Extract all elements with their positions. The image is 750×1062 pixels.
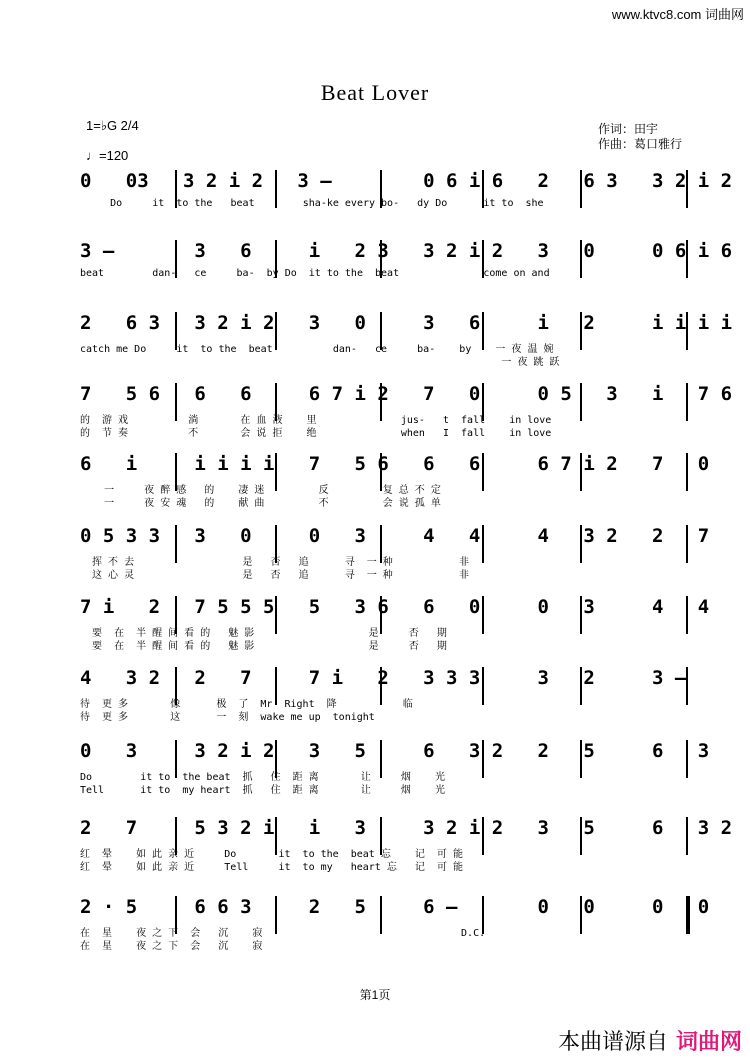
lyric-line-1: Do it to the beat 抓 住 距 离 让 烟 光	[80, 772, 446, 783]
site-watermark: www.ktvc8.com 词曲网	[611, 7, 744, 22]
notes-line: 3 – 3 6 i 2 3 3 2 i 2 3 0 0 6 i 6	[80, 240, 733, 262]
song-title: Beat Lover	[320, 80, 430, 105]
page-number: 第1页	[359, 988, 391, 1002]
notes-line: 7 5 6 6 6 6 7 i 2 7 0 0 5 3 i 7 6	[80, 383, 733, 405]
lyric-line-2: 的 节 奏 不 会 说 拒 绝 when I fall in love	[80, 428, 552, 439]
brand-text: 本曲谱源自	[557, 1029, 668, 1054]
key-signature: 1=♭G 2/4	[86, 118, 139, 133]
notes-line: 0 3 3 2 i 2 3 5 6 3 2 2 5 6 3	[80, 740, 710, 762]
lyric-line-1: 要 在 半 醒 间 看 的 魅 影 是 否 期	[80, 628, 447, 639]
lyric-line-1: catch me Do it to the beat dan- ce ba- by 一 夜 温 婉	[80, 344, 554, 355]
source-brand	[558, 1025, 742, 1056]
notes-line: 2 · 5 6 6 3 2 5 6 – 0 0 0 0	[80, 896, 710, 918]
notes-line: 4 3 2 2 7 7 i 2 3 3 3 3 2 3 –	[80, 667, 687, 689]
lyric-line-1: 一 夜 醉 感 的 凄 迷 反 复 总 不 定	[80, 485, 441, 496]
lyric-line-2: 一 夜 跳 跃	[80, 357, 560, 368]
lyric-line-2: 红 晕 如 此 亲 近 Tell it to my heart 忘 记 可 能	[80, 862, 463, 873]
tempo-marking: ♩=120	[86, 148, 129, 163]
lyric-line-2: 要 在 半 醒 间 看 的 魅 影 是 否 期	[80, 641, 447, 652]
lyric-line-1: beat dan- ce ba- by Do it to the beat come on and	[80, 268, 550, 279]
lyric-line-1: 的 游 戏 淌 在 血 液 里 jus- t fall in love	[80, 415, 552, 426]
lyric-line-2: 一 夜 安 魂 的 献 曲 不 会 说 孤 单	[80, 498, 441, 509]
lyric-line-2: Tell it to my heart 抓 住 距 离 让 烟 光	[80, 785, 446, 796]
lyric-line-1: 在 星 夜 之 下 会 沉 寂 D.C.	[80, 928, 486, 939]
notes-line: 6 i i i i i 7 5 6 6 6 6 7 i 2 7 0	[80, 453, 710, 475]
lyric-line-1: 待 更 多 像 极 了 Mr Right 降 临	[80, 699, 413, 710]
barline	[686, 667, 688, 705]
notes-line: 7 i 2 7 5 5 5 5 3 6 6 0 0 3 4 4	[80, 596, 710, 618]
notes-line: 0 03 3 2 i 2 3 – 0 6 i 6 2 6 3 3 2 i 2	[80, 170, 733, 192]
notes-line: 2 7 5 3 2 i i 3 3 2 i 2 3 5 6 3 2	[80, 817, 733, 839]
lyric-line-2: 在 星 夜 之 下 会 沉 寂	[80, 941, 263, 952]
lyricist: 作词：田宇	[598, 122, 659, 136]
lyric-line-2: 待 更 多 这 一 刻 wake me up tonight	[80, 712, 375, 723]
notes-line: 2 6 3 3 2 i 2 3 0 3 6 i 2 i i i i	[80, 312, 733, 334]
lyric-line-2: 这 心 灵 是 否 追 寻 一 种 非	[80, 570, 469, 581]
credits	[598, 122, 682, 152]
brand-name: 词曲网	[675, 1029, 742, 1054]
notes-line: 0 5 3 3 3 0 0 3 4 4 4 3 2 2 7	[80, 525, 710, 547]
lyric-line-1: 挥 不 去 是 否 追 寻 一 种 非	[80, 557, 469, 568]
lyric-line-1: 红 晕 如 此 亲 近 Do it to the beat 忘 记 可 能	[80, 849, 463, 860]
composer: 作曲：葛口雅行	[598, 137, 683, 151]
lyric-line-1: Do it to the beat sha-ke every bo- dy Do it to she	[80, 198, 544, 209]
